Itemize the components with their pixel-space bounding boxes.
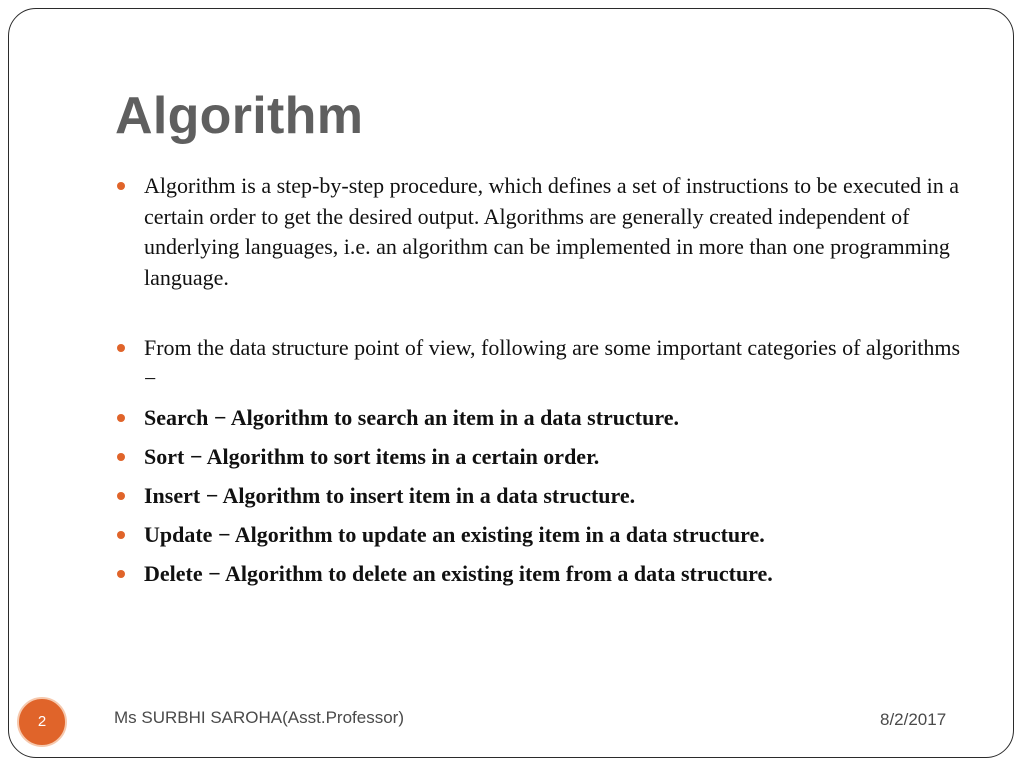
bullet-dot-icon — [117, 453, 125, 461]
bullet-text: Update − Algorithm to update an existing item in a data structure. — [144, 522, 765, 547]
bullet-dot-icon — [117, 570, 125, 578]
list-item — [117, 333, 967, 394]
list-item — [117, 403, 967, 434]
bullet-dot-icon — [117, 182, 125, 190]
bullet-dot-icon — [117, 531, 125, 539]
bullet-list — [117, 171, 967, 598]
bullet-dot-icon — [117, 414, 125, 422]
bullet-text: Sort − Algorithm to sort items in a certain order. — [144, 444, 600, 469]
list-item — [117, 442, 967, 473]
footer-date: 8/2/2017 — [880, 710, 947, 729]
bullet-text: From the data structure point of view, following are some important categories of algorithms − — [144, 335, 961, 391]
bullet-dot-icon — [117, 492, 125, 500]
list-item — [117, 481, 967, 512]
bullet-dot-icon — [117, 344, 125, 352]
list-item — [117, 171, 967, 293]
list-item — [117, 559, 967, 590]
slide-title: Algorithm — [115, 87, 364, 145]
bullet-text: Insert − Algorithm to insert item in a data structure. — [144, 483, 636, 508]
bullet-text: Search − Algorithm to search an item in a data structure. — [144, 405, 679, 430]
bullet-text: Delete − Algorithm to delete an existing item from a data structure. — [144, 561, 773, 586]
footer-author: Ms SURBHI SAROHA(Asst.Professor) — [114, 708, 404, 727]
page-number-badge: 2 — [17, 697, 67, 747]
bullet-text: Algorithm is a step-by-step procedure, which defines a set of instructions to be executed in a certain order to get the desired output. Algorithms are generally created independent of underlying languages, i.e. an algorithm can be implemented in more than one programming language. — [144, 173, 959, 290]
list-item — [117, 520, 967, 551]
